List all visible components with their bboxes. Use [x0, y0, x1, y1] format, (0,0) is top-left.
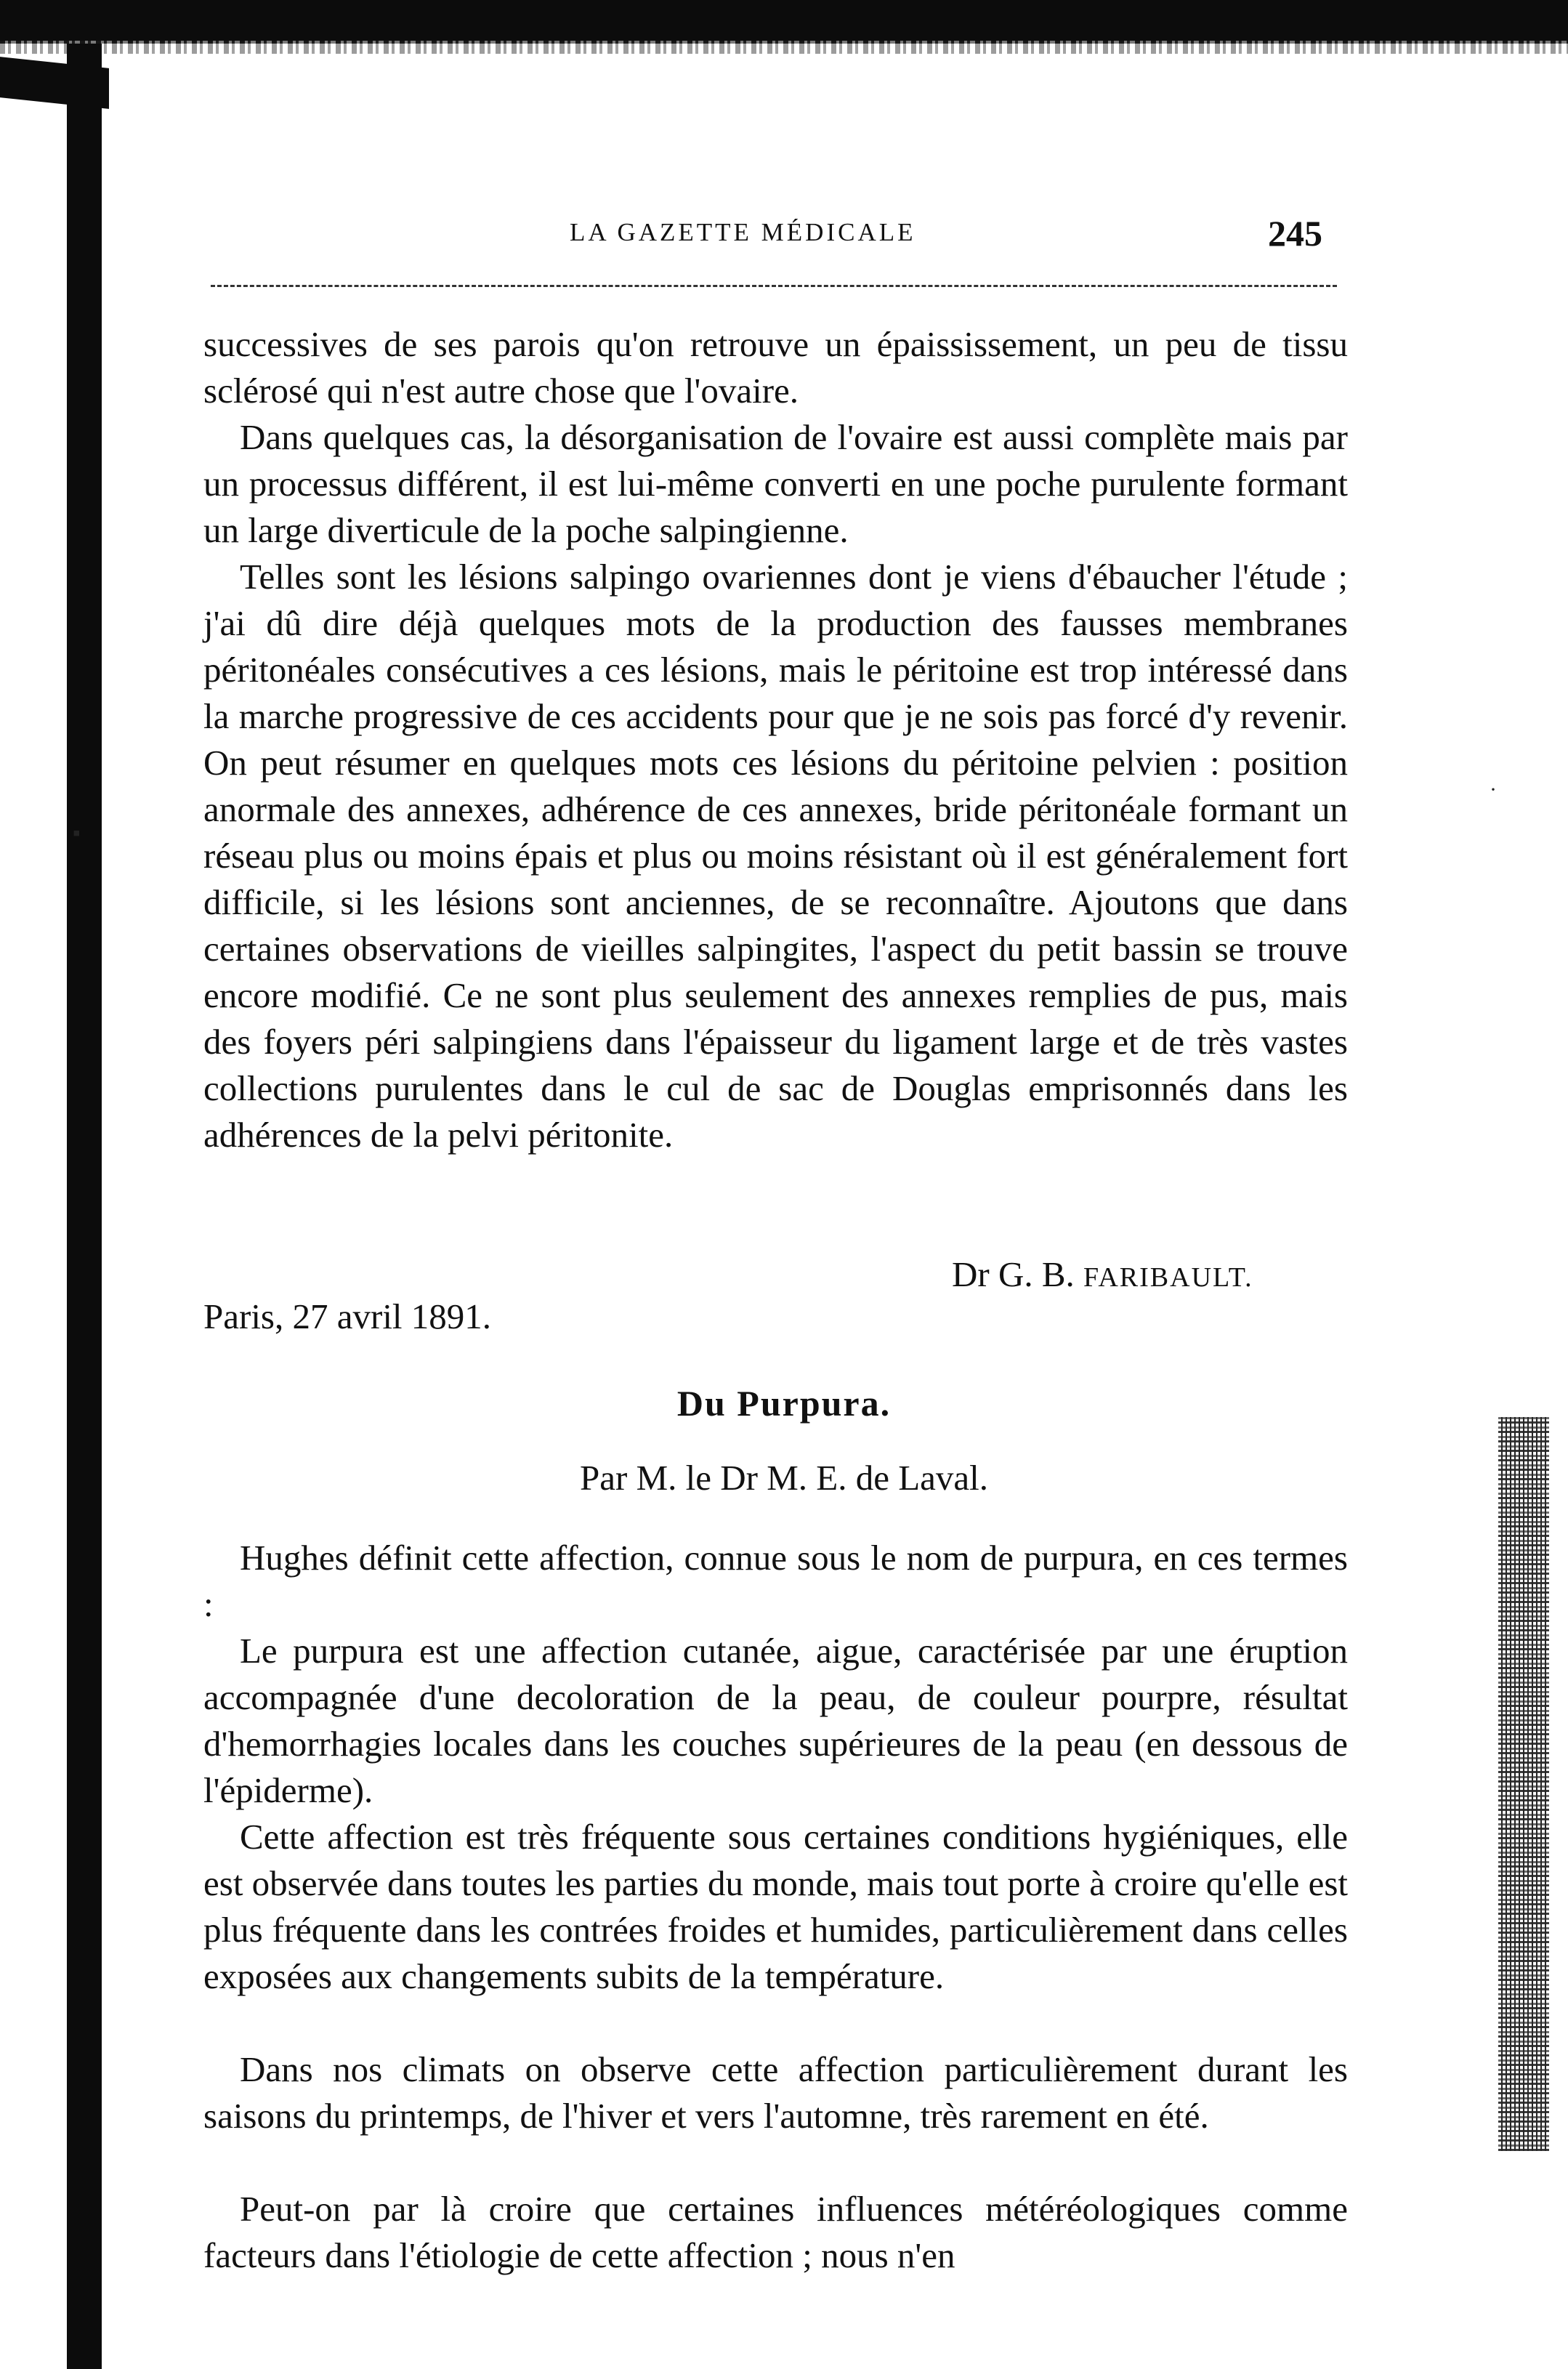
page-number: 245: [1268, 213, 1322, 254]
header-rule: [211, 285, 1337, 287]
paragraph: Cette affection est très fréquente sous certaines conditions hygiéniques, elle est observée dans toutes les parties du monde, mais tout porte à croire qu'elle est plus fréquente dans les contrées froides et humides, particulièrement dans celles exposées aux changements subits de la température.: [203, 1817, 1349, 1996]
paragraph: Hughes définit cette affection, connue sous le nom de purpura, en ces termes :: [203, 1538, 1348, 1624]
paragraph: Dans quelques cas, la désorganisation de l'ovaire est aussi complète mais par un processus différent, il est lui-même converti en une poche purulente formant un large diverticule de la poche salpingienne.: [203, 417, 1348, 550]
signature-prefix: Dr G. B.: [952, 1254, 1075, 1294]
signature-name: FARIBAULT.: [1083, 1262, 1253, 1293]
scan-page-edge-right: [1498, 1417, 1549, 2151]
dateline: Paris, 27 avril 1891.: [203, 1296, 492, 1336]
byline: Par M. le Dr M. E. de Laval.: [580, 1458, 988, 1498]
margin-speck: ▪: [73, 821, 81, 845]
paragraph: Peut-on par là croire que certaines influences météréologiques comme facteurs dans l'étiologie de cette affection ; nous n'en: [203, 2189, 1348, 2275]
scan-border-left: [67, 44, 102, 2369]
paragraph: Dans nos climats on observe cette affection particulièrement durant les saisons du printemps, de l'hiver et vers l'automne, très rarement en été.: [203, 2049, 1348, 2136]
article-title: Du Purpura.: [676, 1383, 892, 1424]
margin-speck: ·: [1490, 778, 1497, 802]
running-head: LA GAZETTE MÉDICALE: [570, 218, 916, 246]
author-signature: [952, 1251, 1253, 1301]
scan-border-top-edge: [0, 41, 1568, 54]
paragraph: Telles sont les lésions salpingo ovariennes dont je viens d'ébaucher l'étude ; j'ai dû dire déjà quelques mots de la production des fausses membranes péritonéales consécutives a ces lésions, mais le péritoine est trop intéressé dans la marche progressive de ces accidents pour que je ne sois pas forcé d'y revenir. On peut résumer en quelques mots ces lésions du péritoine pelvien : position anormale des annexes, adhérence de ces annexes, bride péritonéale formant un réseau plus ou moins épais et plus ou moins résistant où il est généralement fort difficile, si les lésions sont anciennes, de se reconnaître. Ajoutons que dans certaines observations de vieilles salpingites, l'aspect du petit bassin se trouve encore modifié. Ce ne sont plus seulement des annexes remplies de pus, mais des foyers péri salpingiens dans l'épaisseur du ligament large et de très vastes collections purulentes dans le cul de sac de Douglas emprisonnés dans les adhérences de la pelvi péritonite.: [203, 557, 1348, 1155]
scan-border-top: [0, 0, 1568, 44]
paragraph: successives de ses parois qu'on retrouve un épaississement, un peu de tissu sclérosé qui n'est autre chose que l'ovaire.: [203, 324, 1348, 411]
paragraph: Le purpura est une affection cutanée, aigue, caractérisée par une éruption accompagnée d'une decoloration de la peau, de couleur pourpre, résultat d'hemorrhagies locales dans les couches supérieures de la peau (en dessous de l'épiderme).: [203, 1631, 1348, 1810]
